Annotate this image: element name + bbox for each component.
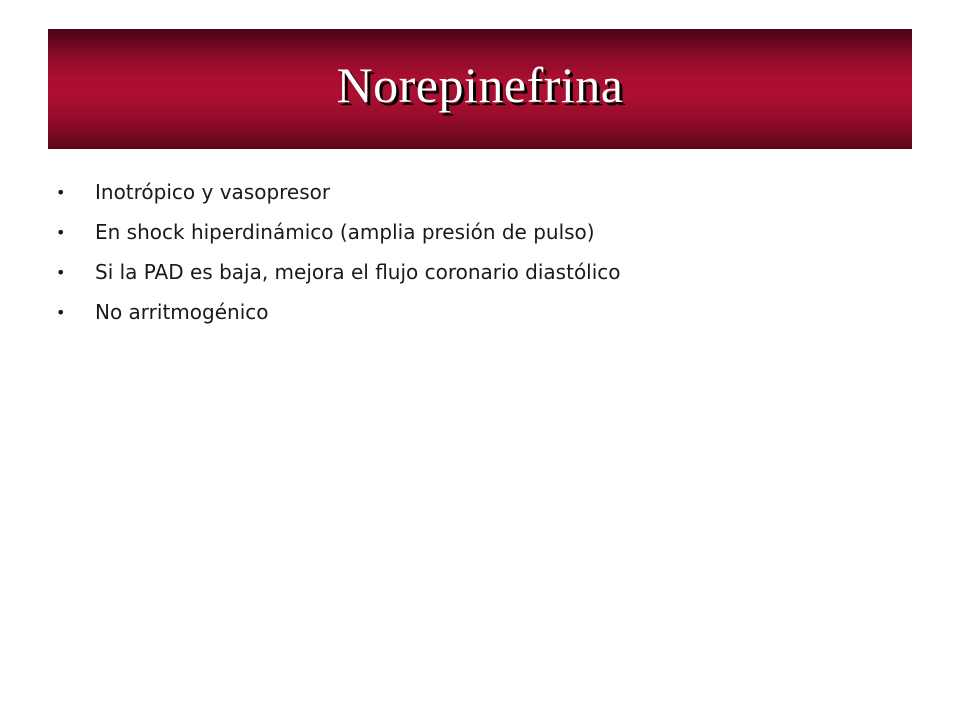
bullet-item <box>56 292 621 332</box>
title-banner <box>48 29 912 149</box>
bullet-text: Inotrópico y vasopresor <box>95 180 331 204</box>
bullet-icon: • <box>56 302 66 322</box>
bullet-list <box>56 172 621 332</box>
bullet-text: No arritmogénico <box>95 300 269 324</box>
bullet-icon: • <box>56 262 66 282</box>
bullet-item <box>56 172 621 212</box>
slide-title: Norepinefrina <box>336 57 624 113</box>
bullet-text: En shock hiperdinámico (amplia presión de pulso) <box>95 220 595 244</box>
bullet-icon: • <box>56 222 66 242</box>
bullet-item <box>56 252 621 292</box>
bullet-item <box>56 212 621 252</box>
bullet-text: Si la PAD es baja, mejora el flujo coronario diastólico <box>95 260 621 284</box>
bullet-icon: • <box>56 182 66 202</box>
